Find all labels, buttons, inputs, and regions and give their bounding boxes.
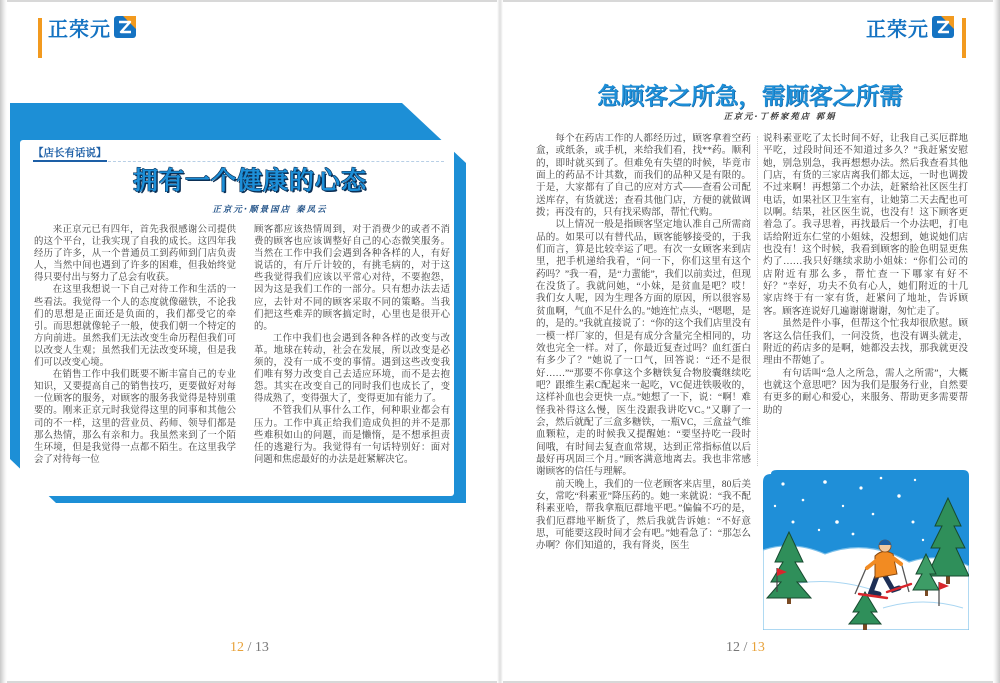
article-paragraph: 有句话叫“急人之所急，需人之所需”，大概也就这个意思吧？因为我们是服务行业，自然要有更多的耐心和爱心，来服务、帮助更多需要帮助的 bbox=[763, 367, 968, 416]
snow-dot bbox=[880, 477, 883, 480]
article-paragraph: 不管我们从事什么工作，何种职业都会有压力。工作中真正给我们造成负担的并不是那些难积如山的问题，而是懒惰，是不想承担责任的逃避行为。我觉得有一句话特别好：面对问题和焦虑最好的办法是赶紧解决它。 bbox=[254, 406, 450, 465]
logo-mark-icon bbox=[932, 16, 954, 38]
column-tag: 【店长有话说】 bbox=[33, 147, 107, 159]
logo-mark-icon bbox=[114, 16, 136, 38]
page-left-edge bbox=[0, 0, 7, 683]
article-paragraph: 在销售工作中我们既要不断丰富自己的专业知识，又要提高自己的销售技巧，更要做好对每一位顾客的服务，对顾客的服务我觉得是特别重要的。刚来正京元时我觉得这里的同事和其他公司的不一样，这里的营业员、药师、领导们都是那么热情，那么有亲和力。我虽然来到了一个陌生环境，但是我觉得一点都不陌生。在这里我学会了对待每一位 bbox=[34, 370, 236, 465]
right-article-title: 急顾客之所急，需顾客之所需 bbox=[597, 82, 903, 110]
skier-jacket bbox=[875, 551, 897, 578]
page-number-current: 12 bbox=[230, 640, 244, 655]
snow-dot bbox=[842, 505, 844, 507]
right-article-column-2 bbox=[763, 133, 968, 473]
snow-dot bbox=[872, 513, 875, 516]
page-number-right bbox=[726, 640, 765, 656]
left-article-title: 拥有一个健康的心态 bbox=[132, 166, 367, 195]
page-number-separator: / bbox=[247, 640, 252, 655]
article-paragraph: 每个在药店工作的人都经历过，顾客拿着空药盒，或纸条，或手机，来给我们看，找**药。顺利的，即时就买到了。但难免有失望的时候，毕竟市面上的药品不计其数，而我们的品种又是有限的。于是，大家都有了自己的应对方式——查看公司配送库存，有货就送；查看其他门店，方便的就做调拨；再没有的，只有找采购部，帮忙代购。 bbox=[536, 133, 751, 219]
left-article-column-1 bbox=[34, 224, 236, 494]
logo-wordmark: 正荣元 bbox=[866, 16, 929, 41]
logo-accent-bar bbox=[38, 18, 42, 58]
column-tag-underline bbox=[33, 160, 107, 162]
left-article-column-2 bbox=[254, 224, 450, 494]
snow-dot bbox=[912, 521, 915, 524]
page-number-left bbox=[230, 640, 269, 656]
right-article-byline: 正京元·丁桥家苑店 郭娟 bbox=[723, 111, 837, 121]
magazine-spine bbox=[497, 0, 503, 683]
article-paragraph: 前天晚上，我们的一位老顾客来店里，80后美女，常吃“科素亚”降压药的。她一来就说：“我不配科素亚哈，帮我拿瓶厄群地平吧。”偏偏不巧的是，我们厄群地平断货了，然后我就告诉她：“不好意思，可能要这段时间才会有吧。”她看急了：“那怎么办啊？你们知道的，我有肾炎，医生 bbox=[536, 478, 751, 552]
snow-dot bbox=[897, 494, 900, 497]
snow-dot bbox=[852, 533, 855, 536]
article-paragraph: 说科素亚吃了太长时间不好，让我自己买厄群地平吃，过段时间还不知道过多久？”我赶紧安慰她，别急别急，我再想想办法。然后我查看其他门店，有货的三家店离我们都太远，一时也调拨不过来啊！再想第二个办法，赶紧给社区医生打电话，如果社区卫生室有，让她第二天去配也可以啊。结果，社区医生说，也没有！这下顾客更着急了。我寻思着，再找最后一个办法吧，打电话给附近东仁堂的小姐妹，没想到，她说她们店也没有！这个时候，我看到顾客的脸色明显更焦灼了……我只好继续求助小姐妹：“你们公司的店附近有那么多，帮忙查一下哪家有好不好？”幸好，功夫不负有心人，她们附近的十几家店终于有一家有货，赶紧问了地址，告诉顾客。顾客连说好几遍谢谢谢谢，匆忙走了。 bbox=[763, 133, 968, 317]
snow-dot bbox=[859, 486, 862, 489]
article-paragraph: 工作中我们也会遇到各种各样的改变与改革。地球在转动，社会在发展，所以改变是必须的，没有一成不变的事情。遇到这些改变我们唯有努力改变自己去适应环境，而不是去抱怨。其实在改变自己的同时我们也成长了，变得成熟了，变得强大了，变得更加有能力了。 bbox=[254, 333, 450, 405]
page-number-separator: / bbox=[743, 640, 748, 655]
article-paragraph: 虽然是件小事，但帮这个忙我却很欣慰。顾客这么信任我们，一问没货，也没有调头就走，附近的药店多的是啊，她都没去找，那我就更没理由不帮她了。 bbox=[763, 318, 968, 367]
column-tag-rule bbox=[108, 161, 444, 162]
snow-dot bbox=[922, 539, 924, 541]
logo-wordmark: 正荣元 bbox=[48, 16, 111, 41]
article-paragraph: 顾客都应该热情周到，对于消费少的或者不消费的顾客也应该调整好自己的心态微笑服务。当然在工作中我们会遇到各种各样的人，有好说话的，有斤斤计较的，有挑毛病的，对于这些我觉得我们应该以平常心对待，不要抱怨，因为这是我们工作的一部分。只有想办法去适应，去针对不同的顾客采取不同的策略。当我们把这些难弄的顾客搞定时，心里也是很开心的。 bbox=[254, 225, 450, 332]
snow-dot bbox=[774, 505, 776, 507]
page-number-total: 13 bbox=[750, 640, 765, 655]
snow-dot bbox=[818, 529, 820, 531]
brand-logo-right bbox=[866, 12, 954, 42]
page-right-edge bbox=[993, 0, 1000, 683]
logo-accent-bar bbox=[962, 18, 966, 58]
article-paragraph: 在这里我想说一下自己对待工作和生活的一些看法。我觉得一个人的态度就像磁铁，不论我们的思想是正面还是负面的，我们都受它的牵引。而思想就像轮子一般，使我们朝一个特定的方向前进。虽然我们无法改变生命历程但我们可以改变人生观；虽然我们无法改变环境，但是我们可以改变心境。 bbox=[34, 285, 236, 369]
column-divider bbox=[757, 136, 758, 466]
page-number-current: 12 bbox=[726, 640, 740, 655]
left-article-author: 正京元·顺景国店 秦凤云 bbox=[212, 205, 328, 215]
snow-dot bbox=[792, 521, 795, 524]
article-paragraph: 来正京元已有四年，首先我很感谢公司提供的这个平台，让我实现了自我的成长。这四年我经历了许多，从一个普通员工到药师到门店负责人，当然中间也遇到了许多的困难，但我始终觉得只要付出与努力了总会有收获。 bbox=[34, 225, 236, 284]
right-article-column-1 bbox=[536, 133, 751, 633]
snow-dot bbox=[781, 482, 784, 485]
snow-dot bbox=[802, 499, 805, 502]
article-paragraph: 以上情况一般是指顾客坚定地认准自己所需商品的。如果可以有替代品，顾客能够接受的，于我们而言，算是比较幸运了吧。有次一女顾客来到店里，把手机递给我看，“问一下，你们这里有这个药吗？”我一看，是“力蜚能”，我们以前卖过，但现在没货了。我就问她，“小妹，是贫血是吧？哎！我们女人呢，因为生理各方面的原因，所以很容易贫血啊，气血不足什么的。”她连忙点头，“嗯嗯，是的，是的。”我就直接说了：“你的这个我们店里没有一模一样厂家的，但是有成分含量完全相同的，功效也完全一样。对了，你最近复查过吗？血红蛋白有多少了？”她说了一口气，回答说：“还不是很好……”“那要不你拿这个多糖铁复合物胶囊继续吃吧？跟维生素C配起来一起吃，VC促进铁吸收的，这样补血也会更快一点。”她想了一下，说：“啊！难怪我补得这么慢，医生没跟我讲吃VC。”又聊了一会，然后就配了三盒多糖铁，一瓶VC，三盒益气维血颗粒，走的时候我又提醒她：“要坚持吃一段时间哦，有时间去复查血常规，达到正常指标值以后最好再巩固三个月。”顾客满意地离去。我也非常感谢顾客的信任与理解。 bbox=[536, 219, 751, 478]
skiing-illustration bbox=[763, 470, 969, 630]
page-number-total: 13 bbox=[254, 640, 269, 655]
brand-logo-left bbox=[38, 12, 136, 42]
snow-dot bbox=[835, 520, 839, 524]
snow-dot bbox=[914, 479, 916, 481]
snow-dot bbox=[823, 480, 827, 484]
